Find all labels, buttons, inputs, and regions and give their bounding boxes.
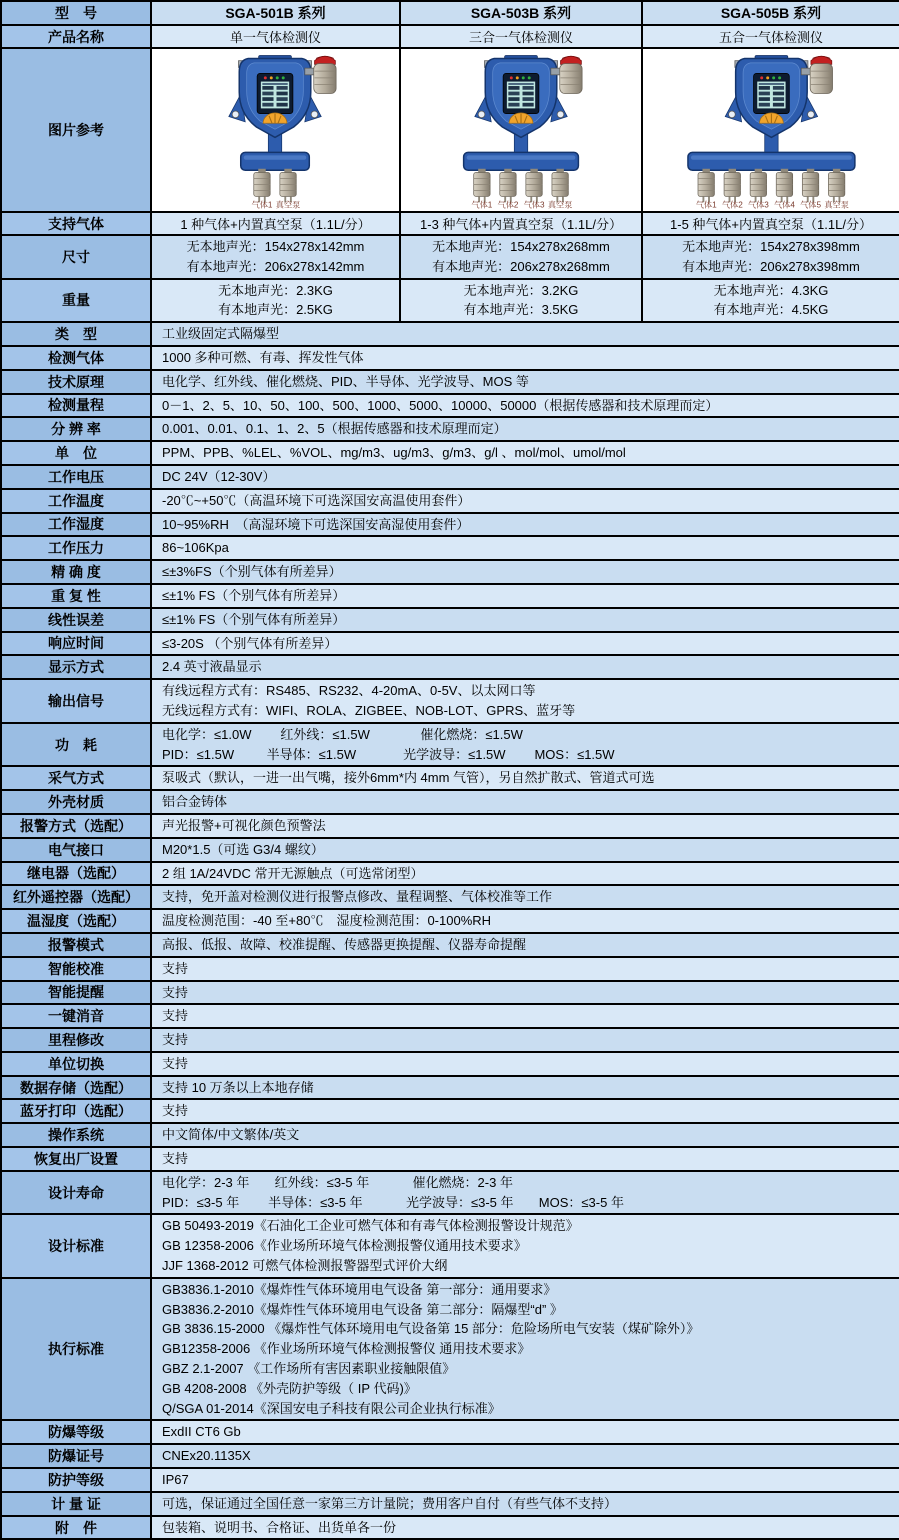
spec-cell	[151, 838, 899, 862]
spec-line: 2.4 英寸液晶显示	[162, 659, 262, 675]
row-label: 蓝牙打印（选配）	[1, 1099, 151, 1123]
spec-line: 铝合金铸体	[162, 794, 228, 810]
spec-line: GB 4208-2008 《外壳防护等级（ IP 代码)》	[162, 1380, 417, 1396]
spec-line: 有本地声光：206x278x268mm	[432, 258, 610, 274]
row-label: 精 确 度	[1, 560, 151, 584]
table-row	[1, 1516, 899, 1540]
spec-cell	[151, 655, 899, 679]
spec-cell	[151, 1420, 899, 1444]
row-label: 设计寿命	[1, 1171, 151, 1215]
table-row	[1, 957, 899, 981]
row-label: 恢复出厂设置	[1, 1147, 151, 1171]
spec-cell	[151, 1444, 899, 1468]
spec-cell	[151, 723, 899, 767]
spec-line: 0－1、2、5、10、50、100、500、1000、5000、10000、50000（根据传感器和技术原理而定）	[162, 397, 719, 413]
spec-cell: 单一气体检测仪	[151, 25, 400, 48]
spec-cell	[151, 981, 899, 1005]
spec-cell	[151, 536, 899, 560]
spec-cell	[151, 322, 899, 346]
table-row	[1, 322, 899, 346]
spec-line: 声光报警+可视化颜色预警法	[162, 817, 326, 833]
spec-line: 无本地声光：154x278x142mm	[186, 239, 365, 254]
spec-line: 支持	[162, 1151, 189, 1167]
product-image	[679, 51, 864, 209]
spec-line: GB 12358-2006《作业场所环境气体检测报警仪通用技术要求》	[162, 1238, 527, 1254]
sensor-label: 气体5	[799, 200, 821, 209]
spec-cell	[151, 814, 899, 838]
row-label: 数据存储（选配）	[1, 1076, 151, 1100]
spec-cell	[151, 370, 899, 394]
row-label: 报警方式（选配）	[1, 814, 151, 838]
table-row	[1, 1052, 899, 1076]
table-row	[1, 370, 899, 394]
spec-line: 支持，免开盖对检测仪进行报警点修改、量程调整、气体校准等工作	[162, 889, 553, 905]
spec-cell	[151, 1492, 899, 1516]
row-label: 单 位	[1, 441, 151, 465]
sensor-label: 气体2	[497, 200, 519, 209]
table-row	[1, 981, 899, 1005]
spec-cell	[400, 235, 642, 279]
row-label: 尺寸	[1, 235, 151, 279]
spec-line: M20*1.5（可选 G3/4 螺纹）	[162, 841, 324, 857]
spec-line: GB3836.2-2010《爆炸性气体环境用电气设备 第二部分：隔爆型“d” 》	[162, 1301, 563, 1317]
table-row	[1, 394, 899, 418]
row-label: 计 量 证	[1, 1492, 151, 1516]
row-label: 类 型	[1, 322, 151, 346]
sensor-label: 气体3	[523, 200, 545, 209]
table-row	[1, 655, 899, 679]
table-row	[1, 814, 899, 838]
sensor-label: 气体1	[251, 200, 273, 209]
spec-cell: SGA-503B 系列	[400, 1, 642, 25]
product-image	[199, 51, 351, 209]
sensor-label: 气体1	[695, 200, 717, 209]
product-image	[445, 51, 597, 209]
spec-cell	[151, 1516, 899, 1540]
table-row	[1, 1468, 899, 1492]
spec-cell	[151, 909, 899, 933]
spec-line: GB3836.1-2010《爆炸性气体环境用电气设备 第一部分：通用要求》	[162, 1281, 557, 1297]
spec-line: 支持 10 万条以上本地存储	[162, 1079, 314, 1095]
row-label: 防爆证号	[1, 1444, 151, 1468]
spec-cell	[151, 766, 899, 790]
table-row	[1, 536, 899, 560]
spec-line: ≤±3%FS（个别气体有所差异）	[162, 564, 342, 580]
spec-line: 无本地声光：154x278x268mm	[432, 239, 610, 254]
table-row	[1, 1147, 899, 1171]
spec-cell	[151, 279, 400, 323]
row-label: 检测气体	[1, 346, 151, 370]
spec-line: 10~95%RH （高湿环境下可选深国安高湿使用套件）	[162, 516, 470, 532]
spec-line: 无线远程方式有：WIFI、ROLA、ZIGBEE、NOB-LOT、GPRS、蓝牙等	[162, 702, 576, 718]
spec-line: 1000 多种可燃、有毒、挥发性气体	[162, 349, 364, 365]
spec-cell	[151, 235, 400, 279]
sensor-label: 气体2	[721, 200, 743, 209]
row-label: 智能提醒	[1, 981, 151, 1005]
table-row	[1, 1004, 899, 1028]
spec-line: 支持	[162, 1008, 189, 1024]
spec-line: 0.001、0.01、0.1、1、2、5（根据传感器和技术原理而定）	[162, 421, 507, 437]
table-row	[1, 909, 899, 933]
table-row	[1, 417, 899, 441]
table-row	[1, 48, 899, 212]
spec-line: 温度检测范围：-40 至+80℃ 湿度检测范围：0-100%RH	[162, 913, 492, 929]
row-label: 显示方式	[1, 655, 151, 679]
spec-line: 包装箱、说明书、合格证、出货单各一份	[162, 1519, 397, 1535]
row-label: 一键消音	[1, 1004, 151, 1028]
spec-cell	[642, 279, 899, 323]
spec-line: 支持	[162, 1032, 189, 1048]
spec-line: 高报、低报、故障、校准提醒、传感器更换提醒、仪器寿命提醒	[162, 936, 527, 952]
spec-cell	[151, 489, 899, 513]
table-row	[1, 1028, 899, 1052]
table-row	[1, 513, 899, 537]
spec-cell	[151, 1214, 899, 1277]
row-label: 报警模式	[1, 933, 151, 957]
row-label: 线性误差	[1, 608, 151, 632]
spec-cell	[151, 632, 899, 656]
table-row	[1, 1444, 899, 1468]
spec-line: IP67	[162, 1472, 189, 1488]
spec-cell	[151, 1052, 899, 1076]
product-image-cell	[400, 48, 642, 212]
row-label: 产品名称	[1, 25, 151, 48]
row-label: 响应时间	[1, 632, 151, 656]
row-label: 支持气体	[1, 212, 151, 235]
spec-line: 支持	[162, 1055, 189, 1071]
sensor-label: 真空泵	[823, 200, 849, 209]
row-label: 里程修改	[1, 1028, 151, 1052]
sensor-label: 真空泵	[276, 200, 301, 209]
spec-line: ≤±1% FS（个别气体有所差异）	[162, 611, 346, 627]
spec-line: ExdII CT6 Gb	[162, 1424, 241, 1440]
table-row	[1, 1076, 899, 1100]
spec-cell: SGA-505B 系列	[642, 1, 899, 25]
spec-line: PID：≤3-5 年 半导体：≤3-5 年 光学波导：≤3-5 年 MOS：≤3-5 年	[162, 1194, 624, 1210]
spec-cell	[151, 790, 899, 814]
spec-cell: 1-5 种气体+内置真空泵（1.1L/分）	[642, 212, 899, 235]
table-row	[1, 790, 899, 814]
table-row	[1, 838, 899, 862]
spec-line: Q/SGA 01-2014《深国安电子科技有限公司企业执行标准》	[162, 1400, 501, 1416]
spec-cell	[151, 1147, 899, 1171]
spec-cell	[151, 1076, 899, 1100]
spec-cell	[151, 1028, 899, 1052]
table-row	[1, 766, 899, 790]
row-label: 电气接口	[1, 838, 151, 862]
spec-cell	[151, 862, 899, 886]
spec-line: GB 50493-2019《石油化工企业可燃气体和有毒气体检测报警设计规范》	[162, 1218, 579, 1234]
table-row	[1, 560, 899, 584]
spec-line: 有本地声光：206x278x398mm	[682, 258, 860, 274]
row-label: 工作电压	[1, 465, 151, 489]
spec-line: 有本地声光：2.5KG	[218, 302, 333, 318]
spec-line: JJF 1368-2012 可燃气体检测报警器型式评价大纲	[162, 1258, 448, 1274]
spec-cell	[151, 885, 899, 909]
table-row	[1, 723, 899, 767]
spec-cell	[151, 584, 899, 608]
spec-line: 2 组 1A/24VDC 常开无源触点（可选常闭型）	[162, 865, 424, 881]
row-label: 防护等级	[1, 1468, 151, 1492]
row-label: 单位切换	[1, 1052, 151, 1076]
table-row	[1, 1123, 899, 1147]
sensor-label: 气体4	[773, 200, 795, 209]
spec-cell	[151, 1123, 899, 1147]
spec-line: 中文简体/中文繁体/英文	[162, 1127, 300, 1143]
spec-line: DC 24V（12-30V）	[162, 468, 276, 484]
table-row	[1, 279, 899, 323]
table-row	[1, 1214, 899, 1277]
sensor-label: 真空泵	[547, 200, 573, 209]
spec-line: 支持	[162, 1103, 189, 1119]
row-label: 功 耗	[1, 723, 151, 767]
spec-cell	[151, 560, 899, 584]
table-row	[1, 212, 899, 235]
table-row	[1, 632, 899, 656]
spec-line: 泵吸式（默认，一进一出气嘴，接外6mm*内 4mm 气管），另自然扩散式、管道式可选	[162, 770, 655, 786]
spec-line: 有线远程方式有：RS485、RS232、4-20mA、0-5V、以太网口等	[162, 683, 536, 699]
table-row	[1, 235, 899, 279]
row-label: 型 号	[1, 1, 151, 25]
spec-line: -20℃~+50℃（高温环境下可选深国安高温使用套件）	[162, 492, 471, 508]
table-row	[1, 1420, 899, 1444]
row-label: 温湿度（选配）	[1, 909, 151, 933]
spec-line: CNEx20.1135X	[162, 1448, 251, 1464]
table-row	[1, 1278, 899, 1421]
row-label: 智能校准	[1, 957, 151, 981]
table-row	[1, 25, 899, 48]
spec-line: 电化学：≤1.0W 红外线：≤1.5W 催化燃烧：≤1.5W	[162, 726, 523, 742]
product-image-cell	[151, 48, 400, 212]
spec-cell	[642, 235, 899, 279]
row-label: 工作湿度	[1, 513, 151, 537]
spec-line: 有本地声光：3.5KG	[463, 302, 579, 318]
row-label: 输出信号	[1, 679, 151, 723]
spec-cell: 1-3 种气体+内置真空泵（1.1L/分）	[400, 212, 642, 235]
table-row	[1, 346, 899, 370]
spec-line: 支持	[162, 984, 189, 1000]
spec-cell	[151, 608, 899, 632]
row-label: 采气方式	[1, 766, 151, 790]
row-label: 重量	[1, 279, 151, 323]
table-row	[1, 862, 899, 886]
table-row	[1, 441, 899, 465]
spec-line: 无本地声光：154x278x398mm	[682, 239, 860, 254]
spec-cell	[151, 1278, 899, 1421]
product-image-cell	[642, 48, 899, 212]
row-label: 外壳材质	[1, 790, 151, 814]
spec-line: 支持	[162, 960, 189, 976]
table-row	[1, 584, 899, 608]
spec-cell	[151, 417, 899, 441]
spec-line: ≤3-20S （个别气体有所差异）	[162, 635, 338, 651]
row-label: 附 件	[1, 1516, 151, 1540]
spec-cell	[151, 394, 899, 418]
row-label: 工作压力	[1, 536, 151, 560]
row-label: 继电器（选配）	[1, 862, 151, 886]
table-row	[1, 465, 899, 489]
row-label: 设计标准	[1, 1214, 151, 1277]
row-label: 工作温度	[1, 489, 151, 513]
row-label: 操作系统	[1, 1123, 151, 1147]
row-label: 检测量程	[1, 394, 151, 418]
spec-cell	[400, 279, 642, 323]
table-row	[1, 608, 899, 632]
spec-line: 电化学、红外线、催化燃烧、PID、半导体、光学波导、MOS 等	[162, 373, 529, 389]
spec-cell	[151, 933, 899, 957]
row-label: 技术原理	[1, 370, 151, 394]
sensor-label: 气体1	[471, 200, 493, 209]
spec-cell	[151, 441, 899, 465]
table-row	[1, 1171, 899, 1215]
spec-line: 有本地声光：4.5KG	[713, 302, 829, 318]
spec-line: 86~106Kpa	[162, 540, 229, 556]
spec-cell: SGA-501B 系列	[151, 1, 400, 25]
spec-line: GB 3836.15-2000 《爆炸性气体环境用电气设备第 15 部分：危险场所电气安装（煤矿除外）》	[162, 1321, 700, 1337]
spec-line: 电化学：2-3 年 红外线：≤3-5 年 催化燃烧：2-3 年	[162, 1174, 513, 1190]
table-row	[1, 885, 899, 909]
table-row	[1, 1, 899, 25]
spec-cell: 五合一气体检测仪	[642, 25, 899, 48]
spec-cell	[151, 1468, 899, 1492]
spec-cell	[151, 679, 899, 723]
spec-cell	[151, 1004, 899, 1028]
spec-cell	[151, 465, 899, 489]
spec-cell	[151, 957, 899, 981]
table-row	[1, 679, 899, 723]
row-label: 分 辨 率	[1, 417, 151, 441]
row-label: 防爆等级	[1, 1420, 151, 1444]
spec-line: 可选，保证通过全国任意一家第三方计量院；费用客户自付（有些气体不支持）	[162, 1495, 618, 1511]
spec-cell	[151, 1099, 899, 1123]
table-row	[1, 1099, 899, 1123]
row-label: 红外遥控器（选配）	[1, 885, 151, 909]
spec-cell: 1 种气体+内置真空泵（1.1L/分）	[151, 212, 400, 235]
spec-line: 工业级固定式隔爆型	[162, 326, 280, 342]
spec-line: PPM、PPB、%LEL、%VOL、mg/m3、ug/m3、g/m3、g/l 、mol/mol、umol/mol	[162, 445, 626, 461]
spec-line: GBZ 2.1-2007 《工作场所有害因素职业接触限值》	[162, 1361, 456, 1377]
spec-line: GB12358-2006 《作业场所环境气体检测报警仪 通用技术要求》	[162, 1341, 531, 1357]
spec-line: 有本地声光：206x278x142mm	[186, 258, 365, 274]
spec-line: PID：≤1.5W 半导体：≤1.5W 光学波导：≤1.5W MOS：≤1.5W	[162, 746, 615, 762]
spec-line: ≤±1% FS（个别气体有所差异）	[162, 587, 346, 603]
table-row	[1, 1492, 899, 1516]
spec-line: 无本地声光：2.3KG	[218, 282, 333, 298]
row-label: 图片参考	[1, 48, 151, 212]
spec-cell: 三合一气体检测仪	[400, 25, 642, 48]
sensor-label: 气体3	[747, 200, 769, 209]
spec-line: 无本地声光：4.3KG	[713, 282, 829, 298]
spec-cell	[151, 513, 899, 537]
table-row	[1, 489, 899, 513]
spec-cell	[151, 1171, 899, 1215]
spec-cell	[151, 346, 899, 370]
row-label: 重 复 性	[1, 584, 151, 608]
row-label: 执行标准	[1, 1278, 151, 1421]
spec-line: 无本地声光：3.2KG	[463, 282, 579, 298]
table-row	[1, 933, 899, 957]
